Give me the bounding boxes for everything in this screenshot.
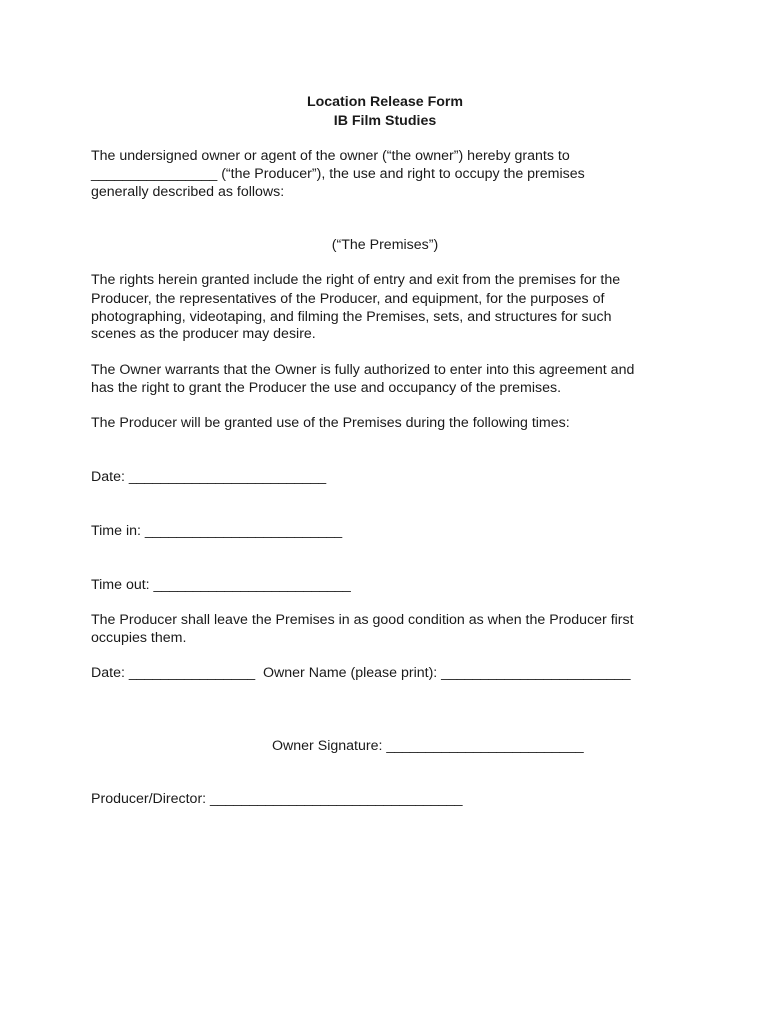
form-title: Location Release Form (306, 94, 464, 110)
rights-line-2: Producer, the representatives of the Producer, and equipment, for the purposes of (91, 291, 605, 307)
premises-label: (“The Premises”) (331, 237, 439, 253)
time-in-field[interactable]: Time in: _________________________ (91, 523, 343, 539)
form-subtitle: IB Film Studies (333, 113, 437, 129)
intro-line-2: ________________ (“the Producer”), the use and right to occupy the premises (91, 166, 585, 182)
warrant-line-2: has the right to grant the Producer the use and occupancy of the premises. (91, 380, 562, 396)
date-field[interactable]: Date: _________________________ (91, 469, 327, 485)
warrant-line-1: The Owner warrants that the Owner is fully authorized to enter into this agreement and (91, 362, 635, 378)
owner-signature-field[interactable]: Owner Signature: _________________________ (272, 738, 584, 754)
rights-line-4: scenes as the producer may desire. (91, 326, 316, 342)
times-intro: The Producer will be granted use of the Premises during the following times: (91, 415, 570, 431)
condition-line-2: occupies them. (91, 630, 187, 646)
intro-line-3: generally described as follows: (91, 184, 285, 200)
date-owner-name-field[interactable]: Date: ________________ Owner Name (please print): ________________________ (91, 665, 631, 681)
rights-line-1: The rights herein granted include the right of entry and exit from the premises for the (91, 272, 621, 288)
producer-director-field[interactable]: Producer/Director: ________________________________ (91, 791, 463, 807)
time-out-field[interactable]: Time out: _________________________ (91, 577, 351, 593)
rights-line-3: photographing, videotaping, and filming the Premises, sets, and structures for such (91, 309, 612, 325)
condition-line-1: The Producer shall leave the Premises in as good condition as when the Producer first (91, 612, 634, 628)
intro-line-1: The undersigned owner or agent of the owner (“the owner”) hereby grants to (91, 148, 570, 164)
